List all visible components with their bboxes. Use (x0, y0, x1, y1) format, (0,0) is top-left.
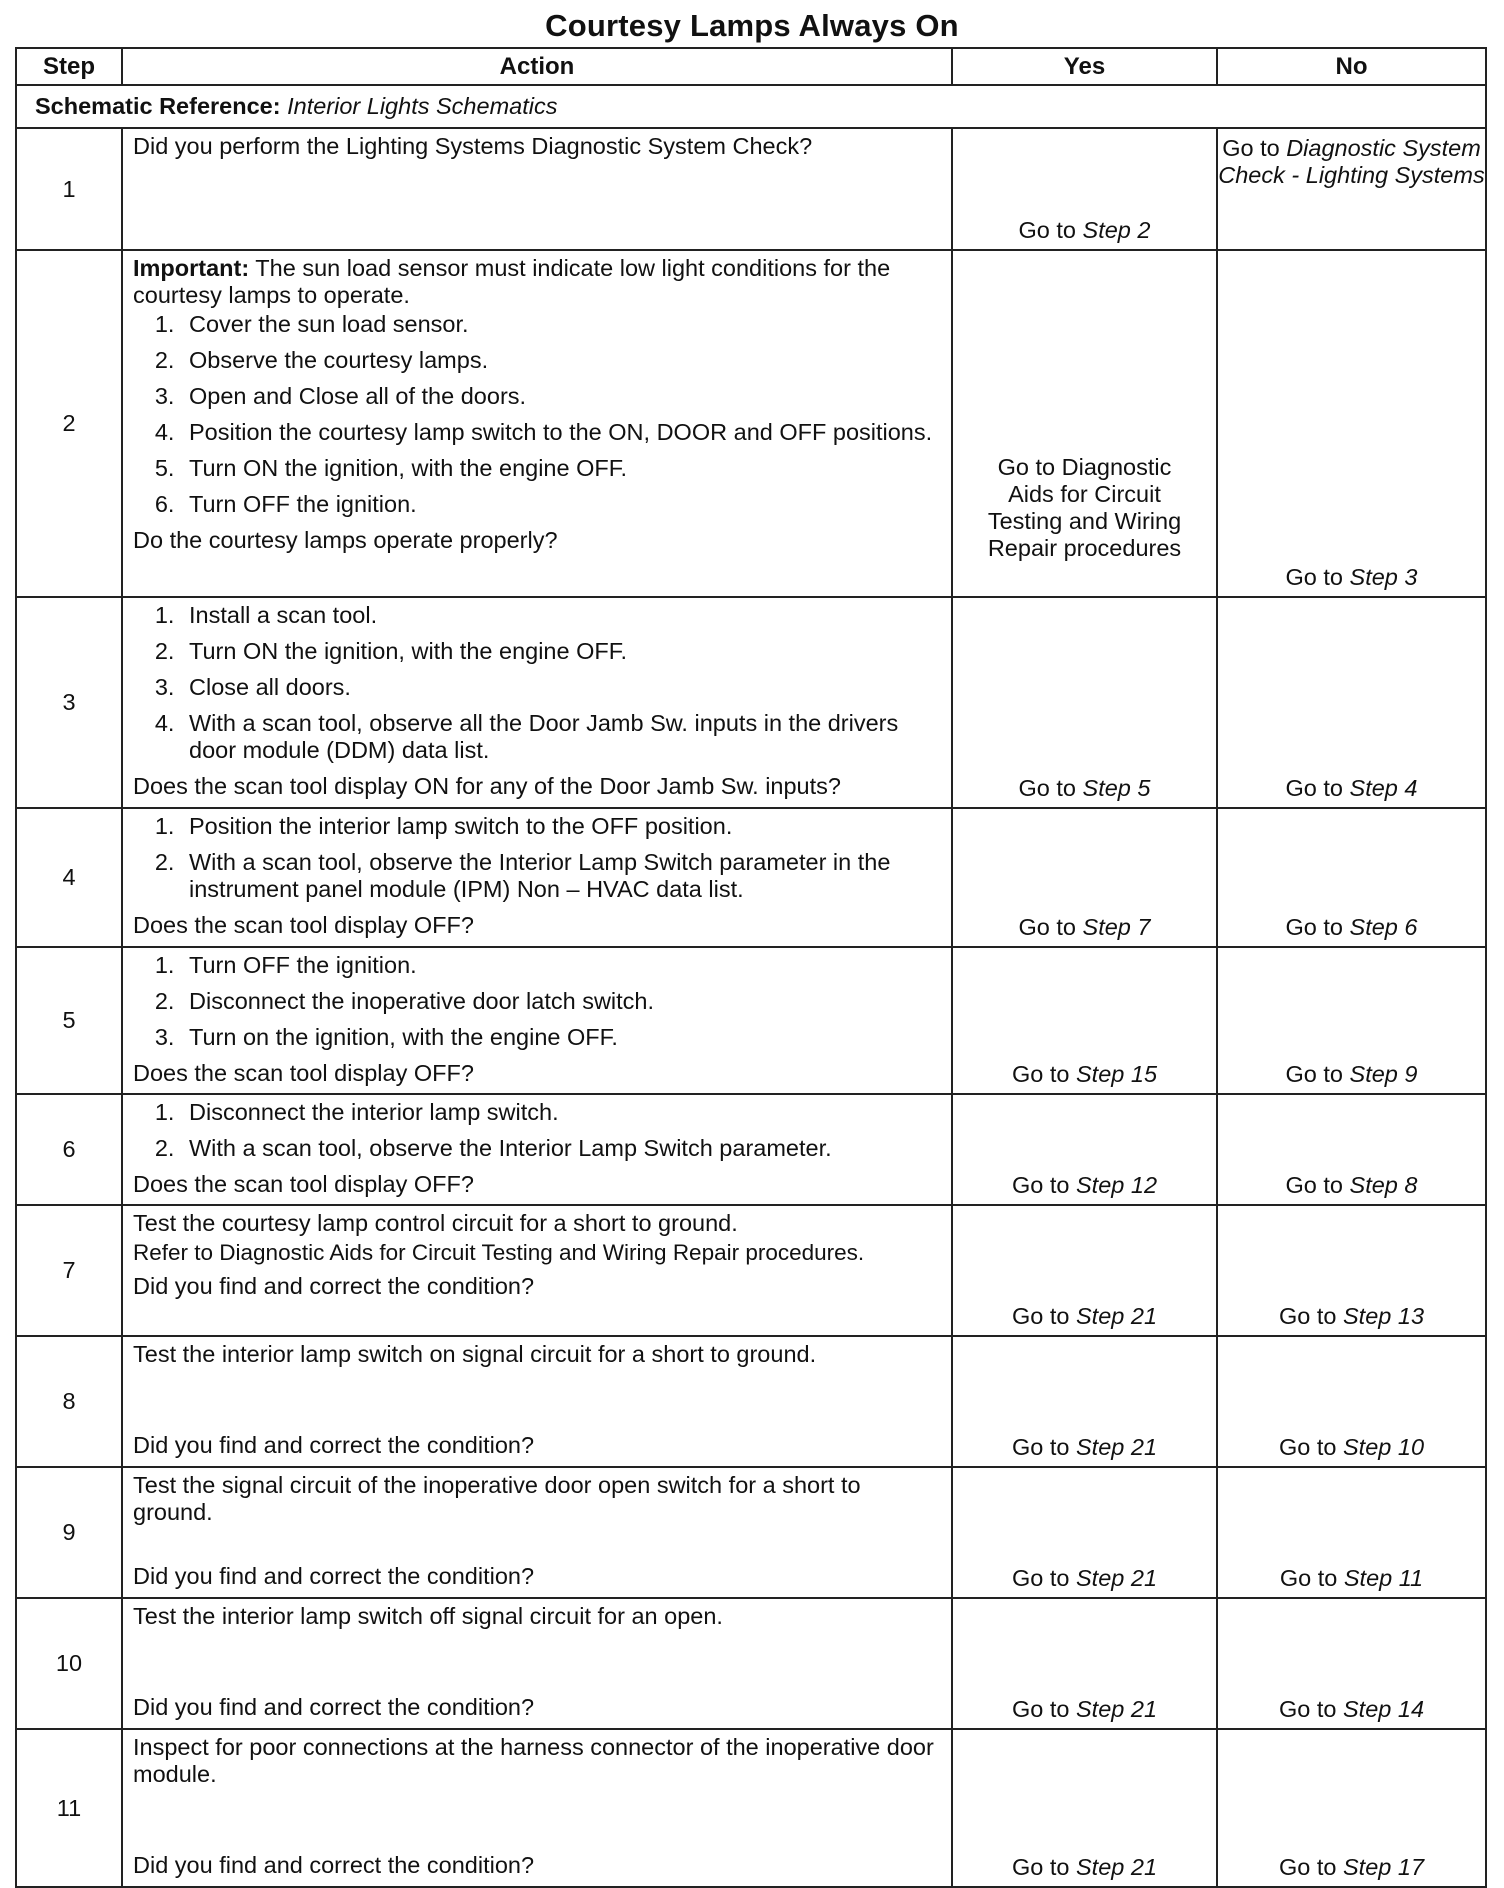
yes-goto[interactable] (953, 217, 1216, 249)
goto-prefix: Go to (1011, 1434, 1070, 1460)
table-row (16, 1205, 1486, 1336)
no-cell (1217, 1205, 1486, 1336)
yes-step-link[interactable]: Step 15 (1076, 1061, 1158, 1087)
no-goto[interactable] (1218, 1061, 1485, 1093)
no-step-link[interactable]: Step 3 (1349, 564, 1418, 590)
list-item: 4. Position the courtesy lamp switch to the ON, DOOR and OFF positions. (181, 419, 941, 446)
list-item: 1. Disconnect the interior lamp switch. (181, 1099, 941, 1126)
list-item: 4. With a scan tool, observe all the Door Jamb Sw. inputs in the drivers door module (DDM) data list. (181, 710, 941, 764)
yes-cell (952, 947, 1217, 1094)
action-cell (122, 947, 952, 1094)
list-item: 6. Turn OFF the ignition. (181, 491, 941, 518)
no-step-link[interactable]: Step 17 (1343, 1854, 1425, 1880)
no-goto[interactable] (1218, 564, 1485, 596)
yes-step-link[interactable]: Step 7 (1082, 914, 1151, 940)
table-row (16, 1467, 1486, 1598)
step-number: 8 (16, 1336, 122, 1467)
list-item: 1. Install a scan tool. (181, 602, 941, 629)
yes-step-link[interactable]: Step 12 (1076, 1172, 1158, 1198)
no-link[interactable]: Diagnostic System Check - Lighting Systems (1218, 135, 1485, 188)
no-step-link[interactable]: Step 10 (1343, 1434, 1425, 1460)
no-step-link[interactable]: Step 14 (1343, 1696, 1425, 1722)
list-item: 2. Observe the courtesy lamps. (181, 347, 941, 374)
schematic-reference-link[interactable]: Interior Lights Schematics (287, 93, 558, 119)
table-row (16, 597, 1486, 808)
list-item: 2. Disconnect the inoperative door latch switch. (181, 988, 941, 1015)
schematic-reference-label: Schematic Reference: (35, 93, 281, 119)
yes-goto[interactable] (953, 914, 1216, 946)
goto-prefix: Go to (1011, 1854, 1070, 1880)
no-step-link[interactable]: Step 8 (1349, 1172, 1418, 1198)
action-text: Test the interior lamp switch off signal circuit for an open. (133, 1603, 723, 1629)
action-question: Does the scan tool display OFF? (133, 1060, 474, 1086)
yes-step-link[interactable]: Step 21 (1076, 1303, 1158, 1329)
yes-cell (952, 1729, 1217, 1887)
step-number: 7 (16, 1205, 122, 1336)
yes-cell (952, 1598, 1217, 1729)
yes-cell (952, 1336, 1217, 1467)
action-text: Inspect for poor connections at the harness connector of the inoperative door module. (133, 1734, 934, 1787)
step-number: 10 (16, 1598, 122, 1729)
action-cell (122, 597, 952, 808)
action-question: Did you find and correct the condition? (133, 1432, 535, 1458)
table-row (16, 1598, 1486, 1729)
step-number: 6 (16, 1094, 122, 1205)
goto-prefix: Go to (1285, 914, 1343, 940)
list-item: 1. Turn OFF the ignition. (181, 952, 941, 979)
action-cell (122, 1467, 952, 1598)
goto-prefix: Go to (1011, 1565, 1070, 1591)
no-cell (1217, 808, 1486, 947)
yes-goto[interactable] (953, 1172, 1216, 1204)
table-row (16, 947, 1486, 1094)
table-row (16, 128, 1486, 250)
yes-step-link[interactable]: Step 21 (1076, 1565, 1158, 1591)
action-question: Did you find and correct the condition? (133, 1563, 535, 1589)
no-step-link[interactable]: Step 11 (1343, 1565, 1424, 1591)
no-goto[interactable] (1218, 775, 1485, 807)
goto-prefix: Go to (1278, 1303, 1337, 1329)
goto-prefix: Go to (1018, 217, 1076, 243)
list-item: 5. Turn ON the ignition, with the engine OFF. (181, 455, 941, 482)
header-no: No (1217, 48, 1486, 85)
yes-cell (952, 808, 1217, 947)
yes-step-link[interactable]: Step 5 (1082, 775, 1151, 801)
goto-prefix: Go to (1018, 775, 1076, 801)
action-question: Does the scan tool display OFF? (133, 912, 474, 938)
yes-step-link[interactable]: Step 21 (1076, 1434, 1158, 1460)
no-goto[interactable] (1218, 1434, 1485, 1466)
action-question: Did you find and correct the condition? (133, 1694, 535, 1720)
action-text: Test the signal circuit of the inoperative door open switch for a short to ground. (133, 1472, 861, 1525)
no-goto[interactable] (1218, 1854, 1485, 1886)
procedure-list (133, 952, 941, 1051)
no-goto[interactable] (1218, 1565, 1485, 1597)
goto-prefix: Go to (1018, 914, 1076, 940)
goto-prefix: Go to (1285, 1061, 1343, 1087)
procedure-list (133, 602, 941, 764)
action-question: Did you find and correct the condition? (133, 1273, 535, 1299)
action-question: Do the courtesy lamps operate properly? (133, 527, 558, 553)
schematic-reference (16, 85, 1486, 128)
action-text: Test the interior lamp switch on signal circuit for a short to ground. (133, 1341, 817, 1367)
yes-goto[interactable] (953, 1854, 1216, 1886)
goto-prefix: Go to (1278, 1434, 1337, 1460)
goto-prefix: Go to (1222, 135, 1280, 161)
no-cell (1217, 250, 1486, 597)
no-goto[interactable] (1218, 1303, 1485, 1335)
goto-prefix: Go to (1011, 1696, 1070, 1722)
goto-prefix: Go to (1278, 1696, 1337, 1722)
no-goto[interactable] (1218, 914, 1485, 946)
table-header-row (16, 48, 1486, 85)
goto-prefix: Go to (1279, 1565, 1338, 1591)
page-title: Courtesy Lamps Always On (545, 8, 959, 43)
table-row (16, 808, 1486, 947)
no-goto[interactable] (1218, 1696, 1485, 1728)
action-cell (122, 128, 952, 250)
step-number: 1 (16, 128, 122, 250)
action-note: Refer to Diagnostic Aids for Circuit Testing and Wiring Repair procedures. (133, 1240, 865, 1265)
no-step-link[interactable]: Step 6 (1349, 914, 1418, 940)
action-question: Does the scan tool display ON for any of the Door Jamb Sw. inputs? (133, 773, 841, 799)
no-cell (1217, 1094, 1486, 1205)
goto-prefix: Go to (1011, 1172, 1070, 1198)
action-cell (122, 1598, 952, 1729)
procedure-list (133, 813, 941, 903)
action-cell (122, 1094, 952, 1205)
list-item: 2. With a scan tool, observe the Interior Lamp Switch parameter. (181, 1135, 941, 1162)
no-cell (1217, 1598, 1486, 1729)
diagnostic-table (15, 47, 1487, 1888)
table-row (16, 250, 1486, 597)
goto-prefix: Go to (1285, 775, 1343, 801)
yes-goto[interactable] (953, 1303, 1216, 1335)
yes-cell (952, 128, 1217, 250)
yes-step-link[interactable]: Step 21 (1076, 1696, 1158, 1722)
important-note (133, 255, 941, 309)
list-item: 2. Turn ON the ignition, with the engine OFF. (181, 638, 941, 665)
no-goto[interactable] (1218, 129, 1485, 189)
list-item: 2. With a scan tool, observe the Interior Lamp Switch parameter in the instrument panel module (IPM) Non – HVAC data list. (181, 849, 941, 903)
yes-cell (952, 1467, 1217, 1598)
no-cell (1217, 128, 1486, 250)
no-cell (1217, 597, 1486, 808)
action-question: Did you find and correct the condition? (133, 1852, 535, 1878)
goto-prefix: Go to (1278, 1854, 1337, 1880)
goto-prefix: Go to (1011, 1061, 1070, 1087)
step-number: 11 (16, 1729, 122, 1887)
yes-cell (952, 1094, 1217, 1205)
list-item: 3. Open and Close all of the doors. (181, 383, 941, 410)
yes-goto[interactable] (953, 1565, 1216, 1597)
procedure-list (133, 1099, 941, 1162)
action-cell (122, 250, 952, 597)
yes-step-link[interactable]: Step 21 (1076, 1854, 1158, 1880)
table-row (16, 1094, 1486, 1205)
no-step-link[interactable]: Step 13 (1343, 1303, 1425, 1329)
action-cell (122, 808, 952, 947)
yes-cell (952, 1205, 1217, 1336)
important-label: Important: (133, 255, 250, 281)
action-cell (122, 1205, 952, 1336)
header-yes: Yes (952, 48, 1217, 85)
action-text: Did you perform the Lighting Systems Diagnostic System Check? (133, 133, 813, 159)
yes-cell (952, 597, 1217, 808)
yes-step-link[interactable]: Step 2 (1082, 217, 1151, 243)
no-step-link[interactable]: Step 9 (1349, 1061, 1418, 1087)
action-question: Does the scan tool display OFF? (133, 1171, 474, 1197)
goto-prefix: Go to (1011, 1303, 1070, 1329)
important-text: The sun load sensor must indicate low light conditions for the courtesy lamps to operate. (133, 255, 891, 308)
yes-goto[interactable]: Go to Diagnostic Aids for Circuit Testing and Wiring Repair procedures (987, 454, 1182, 561)
list-item: 1. Cover the sun load sensor. (181, 311, 941, 338)
table-row (16, 1729, 1486, 1887)
goto-prefix: Go to (1285, 1172, 1343, 1198)
goto-prefix: Go to (1285, 564, 1343, 590)
yes-goto[interactable] (953, 775, 1216, 807)
table-row (16, 1336, 1486, 1467)
yes-goto[interactable] (953, 1061, 1216, 1093)
no-cell (1217, 947, 1486, 1094)
action-cell (122, 1729, 952, 1887)
no-goto[interactable] (1218, 1172, 1485, 1204)
step-number: 9 (16, 1467, 122, 1598)
no-step-link[interactable]: Step 4 (1349, 775, 1418, 801)
yes-cell (952, 250, 1217, 597)
step-number: 2 (16, 250, 122, 597)
step-number: 3 (16, 597, 122, 808)
header-step: Step (16, 48, 122, 85)
list-item: 3. Turn on the ignition, with the engine OFF. (181, 1024, 941, 1051)
yes-goto[interactable] (953, 1696, 1216, 1728)
yes-goto[interactable] (953, 1434, 1216, 1466)
action-cell (122, 1336, 952, 1467)
action-text: Test the courtesy lamp control circuit for a short to ground. (133, 1210, 738, 1236)
schematic-reference-row (16, 85, 1486, 128)
list-item: 3. Close all doors. (181, 674, 941, 701)
no-cell (1217, 1336, 1486, 1467)
list-item: 1. Position the interior lamp switch to the OFF position. (181, 813, 941, 840)
no-cell (1217, 1467, 1486, 1598)
step-number: 5 (16, 947, 122, 1094)
step-number: 4 (16, 808, 122, 947)
no-cell (1217, 1729, 1486, 1887)
header-action: Action (122, 48, 952, 85)
procedure-list (133, 311, 941, 518)
